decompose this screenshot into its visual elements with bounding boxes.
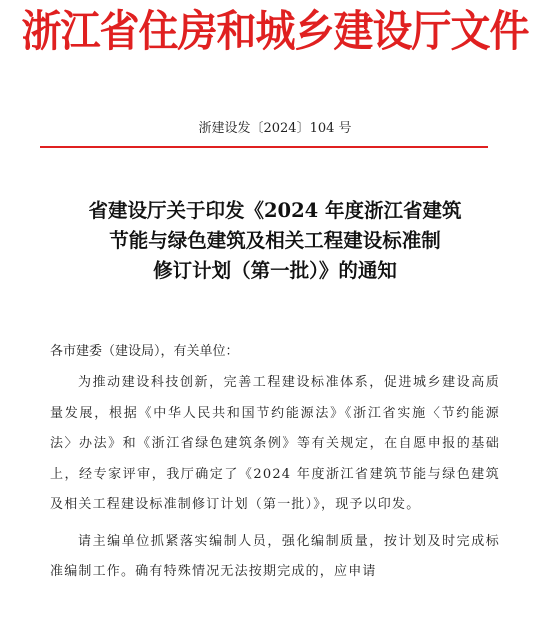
notice-title-line-3: 修订计划（第一批）》的通知 (153, 259, 397, 282)
notice-title-line-1: 省建设厅关于印发《2024 年度浙江省建筑 (88, 199, 462, 222)
notice-title (40, 196, 510, 286)
notice-title-line-2: 节能与绿色建筑及相关工程建设标准制 (109, 229, 441, 252)
red-divider-rule (40, 146, 488, 148)
body-paragraph-1: 为推动建设科技创新，完善工程建设标准体系，促进城乡建设高质量发展，根据《中华人民共和国节约能源法》《浙江省实施〈节约能源法〉办法》和《浙江省绿色建筑条例》等有关规定，在自愿申报的基础上，经专家评审，我厅确定了《2024 年度浙江省建筑节能与绿色建筑及相关工程建设标准制修订计划（第一批）》，现予以印发。 (50, 375, 500, 512)
document-number: 浙建设发〔2024〕104 号 (198, 121, 352, 136)
body-paragraph-2: 请主编单位抓紧落实编制人员，强化编制质量，按计划及时完成标准编制工作。确有特殊情况无法按期完成的，应申请 (50, 533, 500, 579)
salutation: 各市建委（建设局），有关单位： (50, 344, 239, 359)
notice-body (50, 342, 500, 588)
masthead-title: 浙江省住房和城乡建设厅文件 (21, 7, 529, 57)
